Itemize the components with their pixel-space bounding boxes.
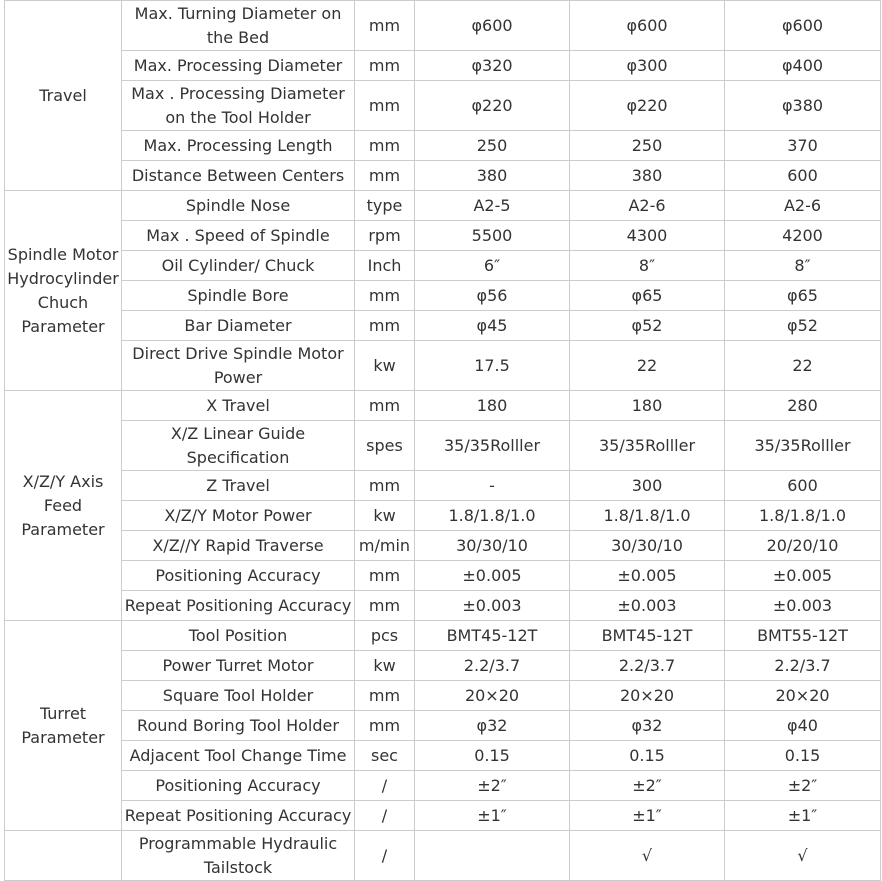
model-2-value: 22 — [570, 341, 725, 391]
table-row — [5, 1, 881, 51]
model-1-value: φ45 — [415, 311, 570, 341]
model-1-value: 1.8/1.8/1.0 — [415, 501, 570, 531]
model-3-value: φ600 — [725, 1, 881, 51]
parameter-name: Power Turret Motor — [122, 651, 355, 681]
model-1-value: ±0.005 — [415, 561, 570, 591]
table-row — [5, 771, 881, 801]
parameter-name: Square Tool Holder — [122, 681, 355, 711]
model-3-value: 8″ — [725, 251, 881, 281]
model-1-value: ±2″ — [415, 771, 570, 801]
model-1-value: 180 — [415, 391, 570, 421]
parameter-name: Distance Between Centers — [122, 161, 355, 191]
model-1-value: φ56 — [415, 281, 570, 311]
table-row — [5, 191, 881, 221]
parameter-name: Max. Processing Length — [122, 131, 355, 161]
parameter-name: Programmable Hydraulic Tailstock — [122, 831, 355, 881]
model-3-value: ±0.003 — [725, 591, 881, 621]
spec-table — [4, 0, 881, 881]
model-3-value: 1.8/1.8/1.0 — [725, 501, 881, 531]
model-3-value: 22 — [725, 341, 881, 391]
parameter-name: Spindle Nose — [122, 191, 355, 221]
parameter-name: X/Z Linear Guide Specification — [122, 421, 355, 471]
table-row — [5, 391, 881, 421]
group-label: X/Z/Y Axis Feed Parameter — [5, 391, 122, 621]
parameter-name: Spindle Bore — [122, 281, 355, 311]
model-1-value: φ600 — [415, 1, 570, 51]
model-3-value: ±1″ — [725, 801, 881, 831]
model-2-value: φ65 — [570, 281, 725, 311]
parameter-name: Bar Diameter — [122, 311, 355, 341]
model-1-value: 6″ — [415, 251, 570, 281]
model-1-value: φ32 — [415, 711, 570, 741]
unit-cell: mm — [355, 591, 415, 621]
model-2-value: 380 — [570, 161, 725, 191]
model-1-value: 30/30/10 — [415, 531, 570, 561]
unit-cell: mm — [355, 391, 415, 421]
table-row — [5, 531, 881, 561]
model-1-value: A2-5 — [415, 191, 570, 221]
model-1-value: BMT45-12T — [415, 621, 570, 651]
model-1-value: 2.2/3.7 — [415, 651, 570, 681]
model-2-value: 250 — [570, 131, 725, 161]
model-3-value: √ — [725, 831, 881, 881]
model-1-value: φ220 — [415, 81, 570, 131]
model-1-value — [415, 831, 570, 881]
model-3-value: φ380 — [725, 81, 881, 131]
group-label: Spindle Motor Hydrocylinder Chuch Parameter — [5, 191, 122, 391]
model-2-value: A2-6 — [570, 191, 725, 221]
model-2-value: √ — [570, 831, 725, 881]
model-3-value: BMT55-12T — [725, 621, 881, 651]
model-1-value: 0.15 — [415, 741, 570, 771]
model-3-value: 20×20 — [725, 681, 881, 711]
table-row — [5, 51, 881, 81]
parameter-name: Positioning Accuracy — [122, 771, 355, 801]
table-row — [5, 471, 881, 501]
unit-cell: kw — [355, 651, 415, 681]
unit-cell: mm — [355, 711, 415, 741]
model-1-value: 20×20 — [415, 681, 570, 711]
group-label: Turret Parameter — [5, 621, 122, 831]
table-row — [5, 801, 881, 831]
parameter-name: Repeat Positioning Accuracy — [122, 591, 355, 621]
parameter-name: Max. Processing Diameter — [122, 51, 355, 81]
model-2-value: ±2″ — [570, 771, 725, 801]
table-row — [5, 831, 881, 881]
unit-cell: mm — [355, 681, 415, 711]
unit-cell: mm — [355, 161, 415, 191]
unit-cell: type — [355, 191, 415, 221]
table-row — [5, 81, 881, 131]
model-1-value: 250 — [415, 131, 570, 161]
model-2-value: 8″ — [570, 251, 725, 281]
unit-cell: mm — [355, 561, 415, 591]
group-label — [5, 831, 122, 881]
unit-cell: pcs — [355, 621, 415, 651]
table-row — [5, 711, 881, 741]
group-label: Travel — [5, 1, 122, 191]
unit-cell: / — [355, 771, 415, 801]
model-3-value: 2.2/3.7 — [725, 651, 881, 681]
model-1-value: ±0.003 — [415, 591, 570, 621]
unit-cell: mm — [355, 131, 415, 161]
model-2-value: BMT45-12T — [570, 621, 725, 651]
model-1-value: 35/35Rolller — [415, 421, 570, 471]
model-3-value: 370 — [725, 131, 881, 161]
model-3-value: A2-6 — [725, 191, 881, 221]
model-3-value: φ52 — [725, 311, 881, 341]
model-1-value: 17.5 — [415, 341, 570, 391]
model-2-value: ±0.005 — [570, 561, 725, 591]
model-2-value: φ32 — [570, 711, 725, 741]
model-2-value: φ300 — [570, 51, 725, 81]
model-3-value: ±0.005 — [725, 561, 881, 591]
parameter-name: Repeat Positioning Accuracy — [122, 801, 355, 831]
table-row — [5, 251, 881, 281]
model-3-value: φ400 — [725, 51, 881, 81]
model-3-value: 4200 — [725, 221, 881, 251]
table-row — [5, 421, 881, 471]
table-row — [5, 561, 881, 591]
parameter-name: X Travel — [122, 391, 355, 421]
model-2-value: 180 — [570, 391, 725, 421]
unit-cell: mm — [355, 311, 415, 341]
unit-cell: mm — [355, 1, 415, 51]
model-2-value: 0.15 — [570, 741, 725, 771]
table-row — [5, 501, 881, 531]
parameter-name: Direct Drive Spindle Motor Power — [122, 341, 355, 391]
table-row — [5, 161, 881, 191]
unit-cell: sec — [355, 741, 415, 771]
parameter-name: Round Boring Tool Holder — [122, 711, 355, 741]
model-2-value: φ52 — [570, 311, 725, 341]
unit-cell: mm — [355, 281, 415, 311]
unit-cell: mm — [355, 81, 415, 131]
unit-cell: mm — [355, 51, 415, 81]
model-3-value: 600 — [725, 471, 881, 501]
parameter-name: X/Z//Y Rapid Traverse — [122, 531, 355, 561]
model-2-value: 1.8/1.8/1.0 — [570, 501, 725, 531]
model-3-value: ±2″ — [725, 771, 881, 801]
table-row — [5, 591, 881, 621]
unit-cell: / — [355, 801, 415, 831]
table-row — [5, 311, 881, 341]
model-3-value: 35/35Rolller — [725, 421, 881, 471]
model-2-value: 4300 — [570, 221, 725, 251]
table-row — [5, 651, 881, 681]
model-1-value: ±1″ — [415, 801, 570, 831]
model-3-value: 280 — [725, 391, 881, 421]
model-3-value: φ40 — [725, 711, 881, 741]
parameter-name: Tool Position — [122, 621, 355, 651]
unit-cell: / — [355, 831, 415, 881]
unit-cell: rpm — [355, 221, 415, 251]
model-2-value: φ600 — [570, 1, 725, 51]
model-3-value: 0.15 — [725, 741, 881, 771]
model-2-value: 20×20 — [570, 681, 725, 711]
model-2-value: φ220 — [570, 81, 725, 131]
table-row — [5, 281, 881, 311]
model-2-value: 30/30/10 — [570, 531, 725, 561]
unit-cell: m/min — [355, 531, 415, 561]
parameter-name: Adjacent Tool Change Time — [122, 741, 355, 771]
parameter-name: X/Z/Y Motor Power — [122, 501, 355, 531]
model-2-value: 300 — [570, 471, 725, 501]
unit-cell: kw — [355, 501, 415, 531]
table-row — [5, 221, 881, 251]
parameter-name: Positioning Accuracy — [122, 561, 355, 591]
model-1-value: 5500 — [415, 221, 570, 251]
table-row — [5, 621, 881, 651]
parameter-name: Oil Cylinder/ Chuck — [122, 251, 355, 281]
model-1-value: φ320 — [415, 51, 570, 81]
model-2-value: ±1″ — [570, 801, 725, 831]
model-2-value: ±0.003 — [570, 591, 725, 621]
table-row — [5, 741, 881, 771]
unit-cell: Inch — [355, 251, 415, 281]
unit-cell: mm — [355, 471, 415, 501]
model-1-value: - — [415, 471, 570, 501]
unit-cell: kw — [355, 341, 415, 391]
model-3-value: 600 — [725, 161, 881, 191]
parameter-name: Max . Speed of Spindle — [122, 221, 355, 251]
table-row — [5, 341, 881, 391]
parameter-name: Z Travel — [122, 471, 355, 501]
model-2-value: 35/35Rolller — [570, 421, 725, 471]
model-3-value: 20/20/10 — [725, 531, 881, 561]
model-2-value: 2.2/3.7 — [570, 651, 725, 681]
table-row — [5, 681, 881, 711]
table-row — [5, 131, 881, 161]
spec-table-body — [5, 1, 881, 881]
model-1-value: 380 — [415, 161, 570, 191]
parameter-name: Max. Turning Diameter on the Bed — [122, 1, 355, 51]
unit-cell: spes — [355, 421, 415, 471]
parameter-name: Max . Processing Diameter on the Tool Holder — [122, 81, 355, 131]
model-3-value: φ65 — [725, 281, 881, 311]
